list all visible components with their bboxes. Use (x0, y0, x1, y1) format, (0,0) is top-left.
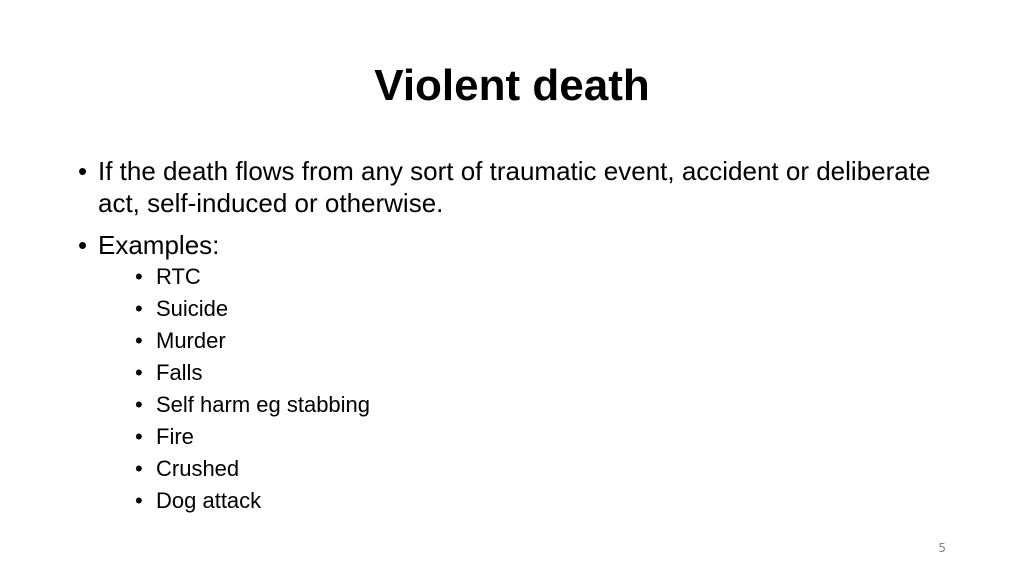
list-item (98, 421, 938, 453)
list-item-text: Self harm eg stabbing (156, 392, 371, 417)
list-item (98, 389, 938, 421)
list-item-text: RTC (156, 264, 201, 289)
list-item (98, 293, 938, 325)
slide-title: Violent death (374, 61, 650, 110)
list-item-text: Falls (156, 360, 203, 385)
bullet-icon: • (135, 328, 143, 353)
bullet-icon: • (135, 296, 143, 321)
bullet-item-definition (78, 155, 938, 219)
list-item (98, 453, 938, 485)
bullet-icon: • (135, 360, 143, 385)
list-item-text: Murder (156, 328, 226, 353)
slide-body (78, 155, 938, 527)
list-item-text: Crushed (156, 456, 240, 481)
bullet-icon: • (78, 156, 88, 186)
bullet-icon: • (135, 392, 143, 417)
list-item (98, 485, 938, 517)
list-item-text: Dog attack (156, 488, 262, 513)
bullet-text: Examples: (98, 230, 220, 260)
list-item (98, 261, 938, 293)
examples-list (98, 261, 938, 517)
bullet-item-examples (78, 229, 938, 517)
list-item-text: Fire (156, 424, 194, 449)
bullet-text: If the death flows from any sort of traumatic event, accident or deliberate act, self-induced or otherwise. (98, 156, 931, 218)
bullet-icon: • (135, 264, 143, 289)
list-item-text: Suicide (156, 296, 229, 321)
bullet-icon: • (135, 488, 143, 513)
bullet-icon: • (135, 424, 143, 449)
list-item (98, 357, 938, 389)
bullet-icon: • (78, 230, 88, 260)
page-number: 5 (938, 541, 946, 555)
bullet-icon: • (135, 456, 143, 481)
list-item (98, 325, 938, 357)
